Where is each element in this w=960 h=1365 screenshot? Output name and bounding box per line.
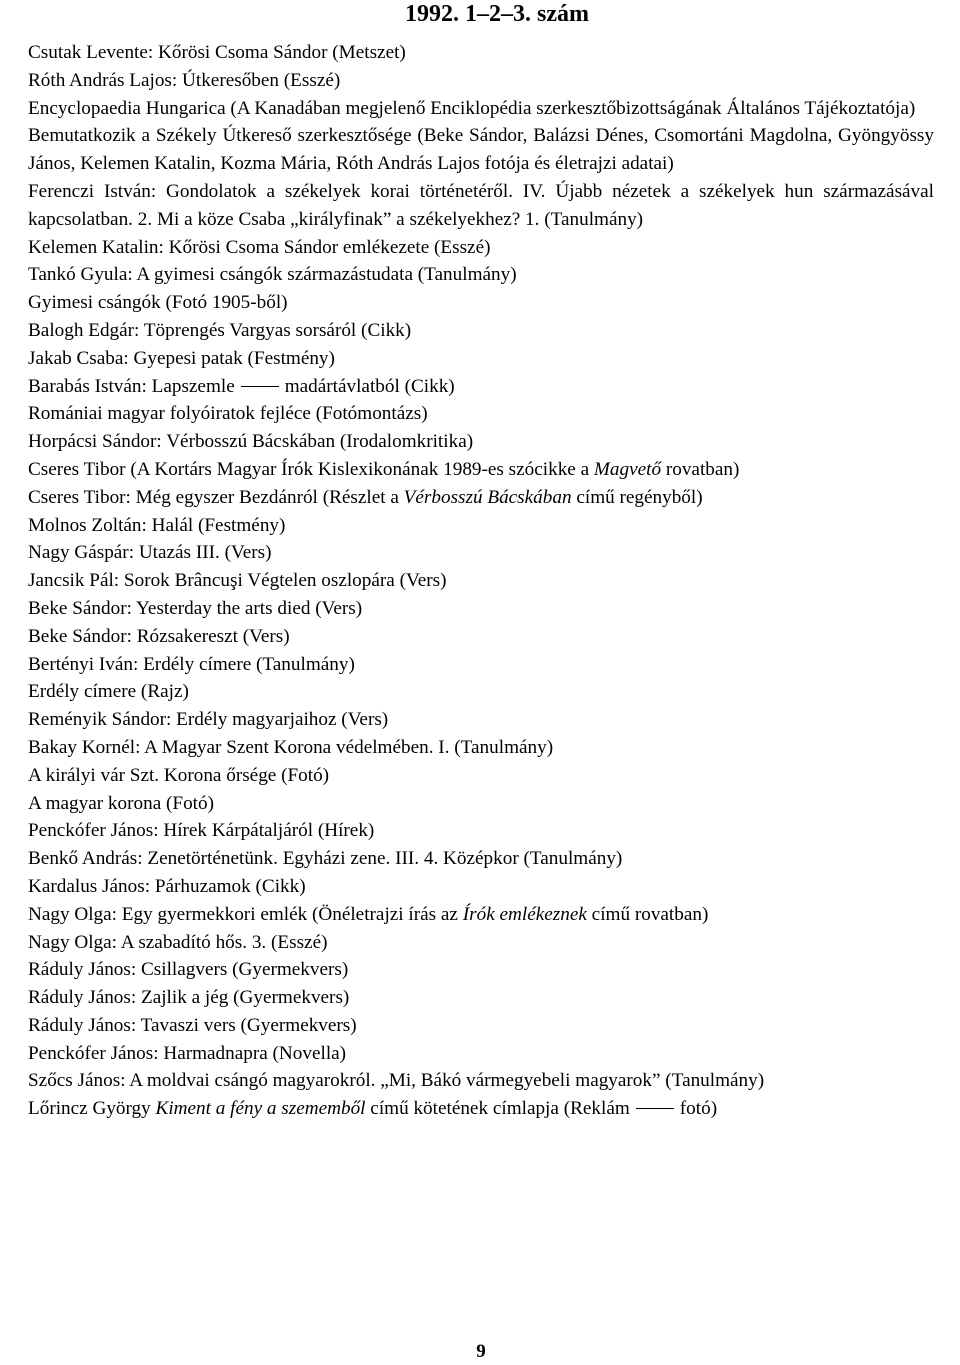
toc-entry: Róth András Lajos: Útkeresőben (Esszé) [28,69,341,91]
toc-entry: Encyclopaedia Hungarica (A Kanadában megjelenő Enciklopédia szerkesztőbizottságának Általános Tájékoztatója) [28,97,916,119]
italic-title: Kiment a fény a szememből [155,1098,366,1120]
toc-entry: Nagy Olga: A szabadító hős. 3. (Esszé) [28,931,328,953]
toc-entry: Beke Sándor: Yesterday the arts died (Vers) [28,597,363,619]
toc-entry: A magyar korona (Fotó) [28,792,214,814]
toc-entry: Erdély címere (Rajz) [28,681,189,703]
toc-entry: Bemutatkozik a Székely Útkereső szerkesztősége (Beke Sándor, Balázsi Dénes, Csomortáni Magdolna, Gyöngyössy János, Kelemen Katalin, Kozma Mária, Róth András Lajos fotója és életrajzi adatai) [28,125,934,175]
toc-entry: Beke Sándor: Rózsakereszt (Vers) [28,625,290,647]
issue-header: 1992. 1–2–3. szám [405,1,589,27]
toc-entry: Jancsik Pál: Sorok Brâncuşi Végtelen oszlopára (Vers) [28,570,447,592]
toc-entry: Kardalus János: Párhuzamok (Cikk) [28,875,306,897]
toc-entry: A királyi vár Szt. Korona őrsége (Fotó) [28,764,330,786]
table-of-contents [28,39,934,1123]
toc-entry: Horpácsi Sándor: Vérbosszú Bácskában (Irodalomkritika) [28,431,474,453]
toc-entry: Jakab Csaba: Gyepesi patak (Festmény) [28,347,335,369]
toc-entry: Tankó Gyula: A gyimesi csángók származástudata (Tanulmány) [28,264,517,286]
toc-entry: Reményik Sándor: Erdély magyarjaihoz (Vers) [28,709,389,731]
em-dash-rule [241,386,279,387]
toc-entry: Cseres Tibor: Még egyszer Bezdánról (Részlet a Vérbosszú Bácskában című regényből) [28,486,703,508]
toc-entry: Lőrincz György Kiment a fény a szememből című kötetének címlapja (Reklám fotó) [28,1098,718,1120]
toc-entry: Szőcs János: A moldvai csángó magyarokról. „Mi, Bákó vármegyebeli magyarok” (Tanulmány) [28,1070,765,1092]
toc-entry: Penckófer János: Hírek Kárpátaljáról (Hírek) [28,820,375,842]
toc-entry: Nagy Olga: Egy gyermekkori emlék (Önéletrajzi írás az Írók emlékeznek című rovatban) [28,903,709,925]
toc-entry: Ferenczi István: Gondolatok a székelyek korai történetéről. IV. Újabb nézetek a székelyek hun származásával kapcsolatban. 2. Mi a köze Csaba „királyfinak” a székelyekhez? 1. (Tanulmány) [28,180,934,230]
toc-entry: Barabás István: Lapszemle madártávlatból (Cikk) [28,375,455,397]
italic-title: Magvető [593,458,662,480]
toc-entry: Csutak Levente: Kőrösi Csoma Sándor (Metszet) [28,42,406,63]
italic-title: Írók emlékeznek [462,903,587,925]
em-dash-rule [636,1108,674,1109]
toc-entry: Kelemen Katalin: Kőrösi Csoma Sándor emlékezete (Esszé) [28,236,491,258]
toc-entry: Ráduly János: Csillagvers (Gyermekvers) [28,959,349,981]
toc-entry: Benkő András: Zenetörténetünk. Egyházi zene. III. 4. Középkor (Tanulmány) [28,848,623,870]
toc-entry: Penckófer János: Harmadnapra (Novella) [28,1042,347,1064]
toc-entry: Nagy Gáspár: Utazás III. (Vers) [28,542,272,564]
toc-entry: Gyimesi csángók (Fotó 1905-ből) [28,292,288,314]
toc-entry: Bertényi Iván: Erdély címere (Tanulmány) [28,653,355,675]
toc-entry: Romániai magyar folyóiratok fejléce (Fotómontázs) [28,403,428,425]
toc-entry: Ráduly János: Tavaszi vers (Gyermekvers) [28,1014,357,1036]
toc-entry: Ráduly János: Zajlik a jég (Gyermekvers) [28,987,350,1009]
toc-entry: Molnos Zoltán: Halál (Festmény) [28,514,286,536]
page-number: 9 [476,1341,486,1362]
italic-title: Vérbosszú Bácskában [403,486,572,508]
toc-entry: Balogh Edgár: Töprengés Vargyas sorsáról (Cikk) [28,319,412,341]
toc-entry: Cseres Tibor (A Kortárs Magyar Írók Kislexikonának 1989-es szócikke a Magvető rovatban) [28,458,740,480]
toc-entry: Bakay Kornél: A Magyar Szent Korona védelmében. I. (Tanulmány) [28,736,554,758]
